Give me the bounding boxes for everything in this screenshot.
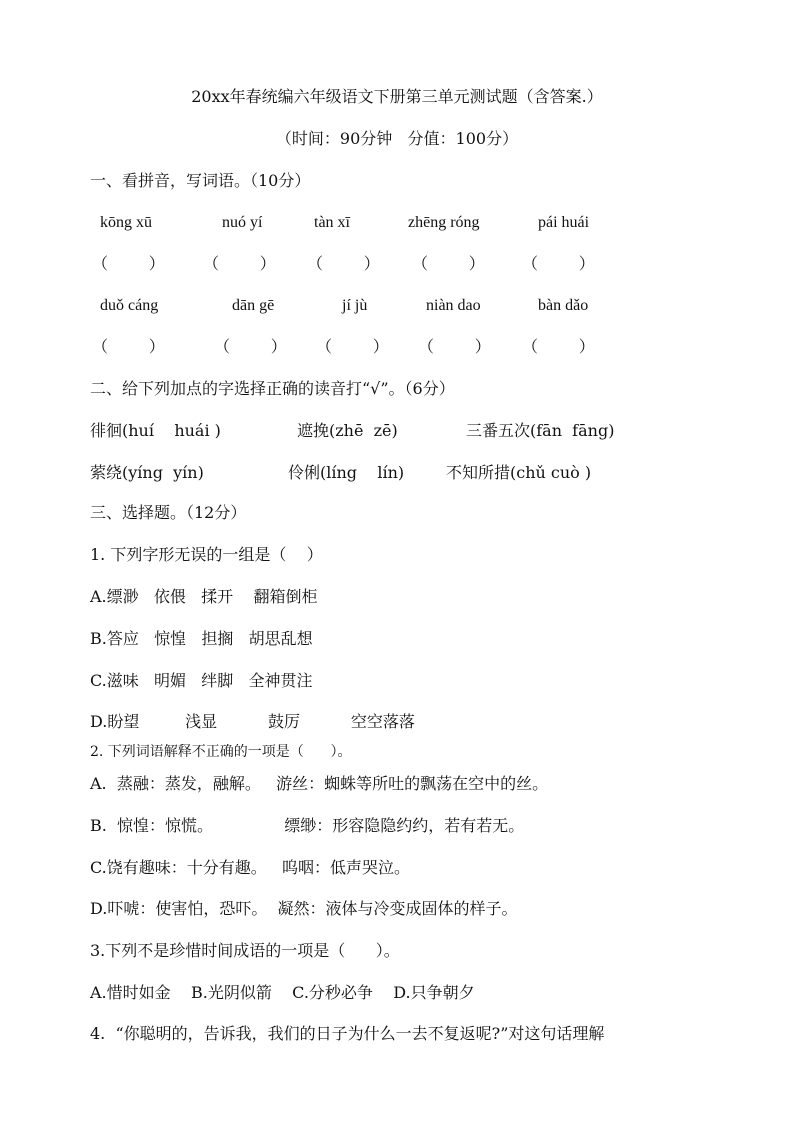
answer-blank[interactable]: （ ） <box>418 337 491 356</box>
answer-blank[interactable]: （ ） <box>412 254 485 273</box>
pinyin-item: tàn xī <box>314 214 350 231</box>
question-1-option-a[interactable]: A.缥渺 依偎 揉开 翻箱倒柜 <box>90 587 318 606</box>
question-3-options[interactable]: A.惜时如金 B.光阴似箭 C.分秒必争 D.只争朝夕 <box>90 983 475 1002</box>
reading-choice[interactable]: 徘徊(huí huái ) <box>90 421 221 440</box>
question-2-option-a[interactable]: A. 蒸融：蒸发，融解。 游丝：蜘蛛等所吐的飘荡在空中的丝。 <box>90 774 549 793</box>
reading-choice[interactable]: 不知所措(chǔ cuò ) <box>446 463 592 482</box>
question-1-option-b[interactable]: B.答应 惊惶 担搁 胡思乱想 <box>90 629 313 648</box>
question-4-stem: 4. “你聪明的，告诉我，我们的日子为什么一去不复返呢?”对这句话理解 <box>90 1024 605 1043</box>
section3-heading: 三、选择题。（12分） <box>90 503 247 522</box>
exam-info: （时间：90分钟 分值：100分） <box>275 129 519 148</box>
section2-heading: 二、给下列加点的字选择正确的读音打“√”。（6分） <box>90 379 455 398</box>
pinyin-item: bàn dǎo <box>538 297 589 314</box>
section1-heading: 一、看拼音，写词语。（10分） <box>90 171 311 190</box>
page-title: 20xx年春统编六年级语文下册第三单元测试题（含答案.） <box>191 87 603 106</box>
answer-blank[interactable]: （ ） <box>522 337 595 356</box>
answer-blank[interactable]: （ ） <box>307 254 380 273</box>
question-2-option-c[interactable]: C.饶有趣味：十分有趣。 呜咽：低声哭泣。 <box>90 858 411 877</box>
question-2-option-d[interactable]: D.吓唬：使害怕，恐吓。 凝然：液体与冷变成固体的样子。 <box>90 899 518 918</box>
reading-choice[interactable]: 遮挽(zhē zē) <box>297 421 398 440</box>
question-1-option-c[interactable]: C.滋味 明媚 绊脚 全神贯注 <box>90 671 313 690</box>
answer-blank[interactable]: （ ） <box>92 337 165 356</box>
pinyin-item: zhēng róng <box>408 214 480 231</box>
question-2-option-b[interactable]: B. 惊惶：惊慌。 缥缈：形容隐隐约约，若有若无。 <box>90 816 525 835</box>
reading-choice[interactable]: 三番五次(fān fāng) <box>466 421 615 440</box>
question-2-stem: 2. 下列词语解释不正确的一项是（ ）。 <box>90 744 352 760</box>
pinyin-item: pái huái <box>538 214 590 231</box>
reading-choice[interactable]: 萦绕(yíng yín) <box>90 463 204 482</box>
pinyin-item: duǒ cáng <box>100 297 159 314</box>
answer-blank[interactable]: （ ） <box>214 337 287 356</box>
question-3-stem: 3.下列不是珍惜时间成语的一项是（ ）。 <box>90 941 400 960</box>
answer-blank[interactable]: （ ） <box>522 254 595 273</box>
question-1-stem: 1. 下列字形无误的一组是（ ） <box>90 545 323 564</box>
pinyin-item: niàn dao <box>426 297 481 314</box>
reading-choice[interactable]: 伶俐(líng lín) <box>288 463 405 482</box>
pinyin-item: nuó yí <box>222 214 263 231</box>
answer-blank[interactable]: （ ） <box>203 254 276 273</box>
pinyin-item: jí jù <box>342 297 368 314</box>
question-1-option-d[interactable]: D.盼望 浅显 鼓厉 空空落落 <box>90 712 415 731</box>
answer-blank[interactable]: （ ） <box>92 254 165 273</box>
pinyin-item: dān gē <box>232 297 275 314</box>
pinyin-item: kōng xū <box>100 214 152 231</box>
answer-blank[interactable]: （ ） <box>316 337 389 356</box>
